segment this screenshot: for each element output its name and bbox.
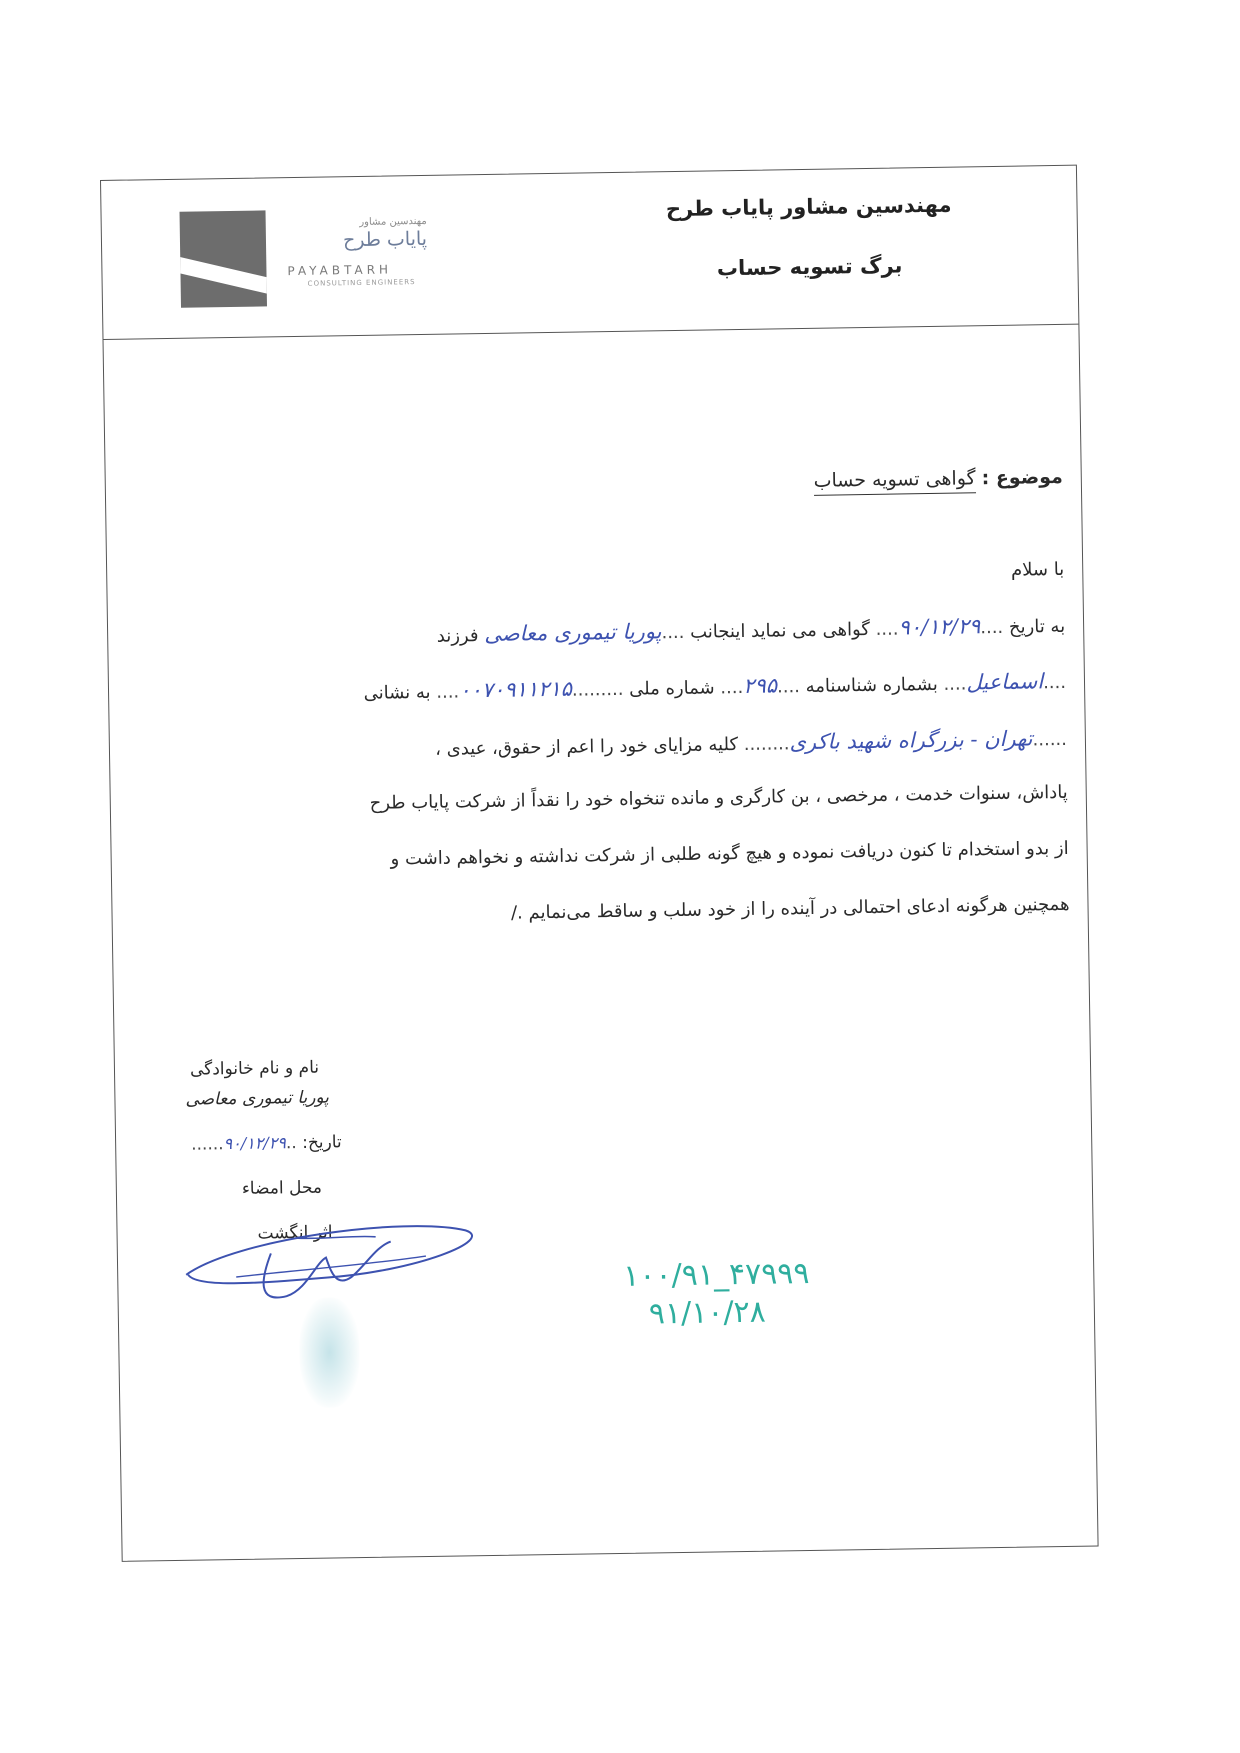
signature-place-label: محل امضاء [241, 1177, 323, 1199]
logo-small-text: مهندسین مشاور [359, 215, 427, 228]
body-line-6: همچنین هرگونه ادعای احتمالی در آینده را از خود سلب و ساقط می‌نمایم ./ [510, 893, 1070, 924]
body-line-1: به تاریخ ....۹۰/۱۲/۲۹.... گواهی می نماید اینجانب ....پوریا تیموری معاصی فرزند [436, 614, 1066, 647]
stamp-number: ۱۰۰/۹۱_۴۷۹۹۹ [623, 1255, 810, 1294]
line2-text-2: شماره ملی [629, 677, 715, 700]
stamp-date: ۹۱/۱۰/۲۸ [648, 1294, 767, 1332]
handwritten-id-number: ۲۹۵ [743, 673, 778, 698]
subject-line [813, 466, 1062, 493]
handwritten-father-name: اسماعیل [966, 669, 1044, 695]
registration-stamp [623, 1255, 810, 1333]
line1-text-2: گواهی می نماید اینجانب [689, 618, 871, 643]
company-logo [180, 210, 267, 307]
logo-persian-text: پایاب طرح [342, 227, 428, 252]
form-frame [100, 165, 1099, 1562]
logo-english-text: PAYABTARH [287, 262, 393, 279]
line1-text-3: فرزند [436, 625, 479, 647]
name-label: نام و نام خانوادگی [189, 1057, 320, 1080]
logo-english-subtext: CONSULTING ENGINEERS [307, 278, 416, 288]
signature-date-label: تاریخ: [301, 1132, 342, 1153]
body-line-5: از بدو استخدام تا کنون دریافت نموده و هیچ گونه طلبی از شرکت نداشته و نخواهم داشت و [390, 837, 1069, 870]
company-name: مهندسین مشاور پایاب طرح [665, 192, 952, 222]
body-line-3: ......تهران - بزرگراه شهید باکری........ کلیه مزایای خود را اعم از حقوق، عیدی ، [434, 726, 1068, 760]
line3-text-1: کلیه مزایای خود را اعم از حقوق، عیدی ، [434, 734, 739, 760]
handwritten-national-id: ۰۰۷۰۹۱۱۲۱۵ [458, 676, 573, 703]
handwritten-address: تهران - بزرگراه شهید باکری [789, 726, 1033, 755]
body-line-2: ....اسماعیل.... بشماره شناسنامه ....۲۹۵.... شماره ملی .........۰۰۷۰۹۱۱۲۱۵.... به نشانی [363, 669, 1067, 704]
form-header [101, 166, 1078, 340]
handwritten-date: ۹۰/۱۲/۲۹ [898, 614, 981, 640]
fingerprint-label: اثر انگشت [257, 1222, 333, 1244]
body-line-4: پاداش، سنوات خدمت ، مرخصی ، بن کارگری و مانده تنخواه خود را نقداً از شرکت پایاب طرح [369, 781, 1068, 814]
handwritten-name: پوریا تیموری معاصی [484, 619, 662, 647]
handwritten-signature-name: پوریا تیموری معاصی [185, 1087, 330, 1110]
fingerprint-smudge [299, 1297, 361, 1408]
handwritten-signature-date: ۹۰/۱۲/۲۹ [223, 1133, 287, 1154]
line2-text-3: به نشانی [363, 681, 431, 704]
line1-text-1: به تاریخ [1008, 615, 1066, 638]
subject-value: گواهی تسویه حساب [813, 467, 975, 496]
line2-text-1: بشماره شناسنامه [805, 673, 938, 697]
subject-label: موضوع : [981, 465, 1063, 490]
signature-date-row: تاریخ: ..۹۰/۱۲/۲۹...... [191, 1132, 342, 1155]
form-title: برگ تسویه حساب [716, 253, 903, 281]
greeting: با سلام [1010, 558, 1065, 581]
